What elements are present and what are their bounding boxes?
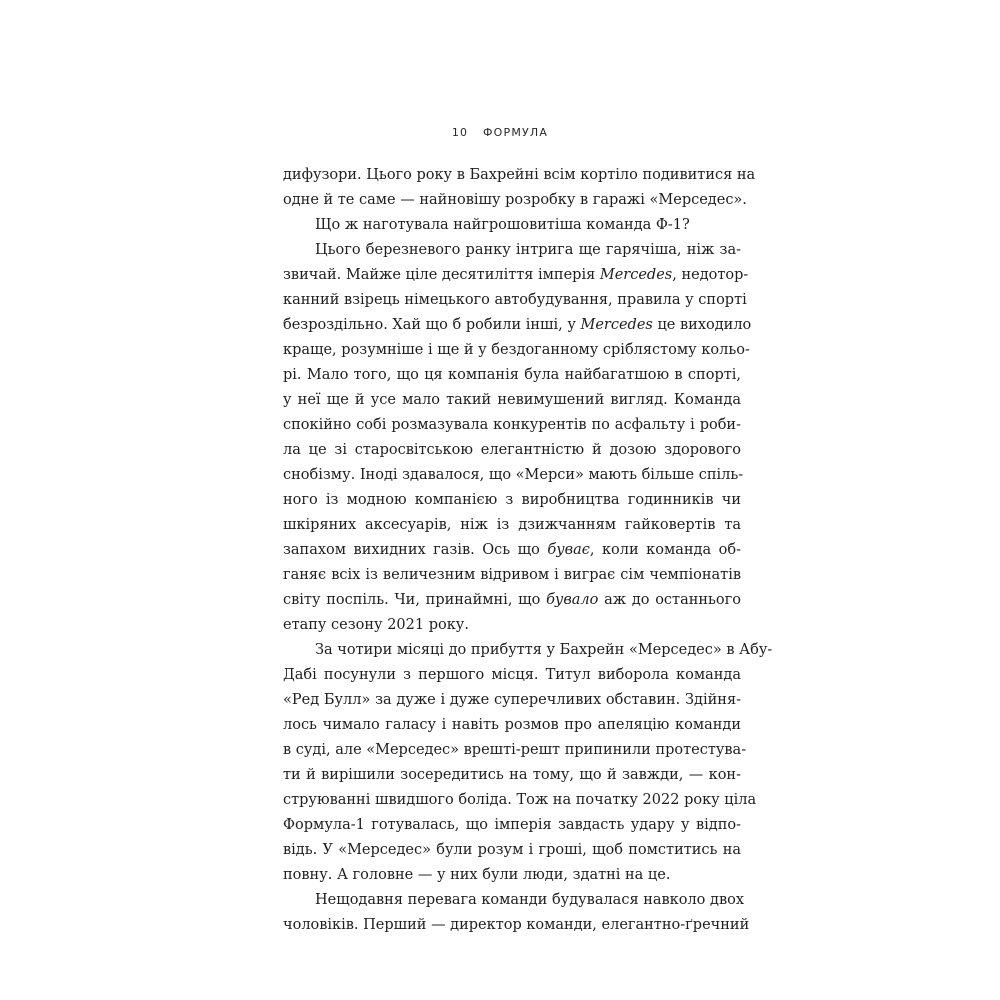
text-line: чоловіків. Перший — директор команди, елегантно-ґречний	[283, 917, 750, 933]
italic-word: Mercedes	[580, 317, 653, 333]
text-line: в суді, але «Мерседес» врешті-решт припинили протестува-	[283, 742, 747, 758]
text-line: ганяє всіх із величезним відривом і виграє сім чемпіонатів	[283, 567, 741, 583]
text-line: шкіряних аксесуарів, ніж із дзижчанням гайковертів та	[283, 517, 741, 533]
text-line: лось чимало галасу і навіть розмов про апеляцію команди	[283, 717, 741, 733]
italic-word: Mercedes	[599, 267, 673, 283]
running-head	[0, 126, 1000, 139]
text-line: одне й те саме — найновішу розробку в гаражі «Мерседес».	[283, 192, 747, 208]
text-line: етапу сезону 2021 року.	[283, 617, 469, 633]
page-number: 10	[451, 126, 469, 139]
text-line: краще, розумніше і ще й у бездоганному сріблястому кольо-	[283, 342, 750, 358]
italic-word: бувало	[546, 592, 599, 608]
text-line: дифузори. Цього року в Бахрейні всім кортіло подивитися на	[283, 167, 756, 183]
text-line: Дабі посунули з першого місця. Титул виборола команда	[283, 667, 741, 683]
text-line: спокійно собі розмазувала конкурентів по асфальту і роби-	[283, 417, 741, 433]
text-line: Цього березневого ранку інтрига ще гарячіша, ніж за-	[315, 242, 741, 258]
text-line: «Ред Булл» за дуже і дуже суперечливих обставин. Здійня-	[283, 692, 741, 708]
text-line: За чотири місяці до прибуття у Бахрейн «Мерседес» в Абу-	[315, 642, 773, 658]
text-line: снобізму. Іноді здавалося, що «Мерси» мають більше спіль-	[283, 467, 744, 483]
text-line: світу поспіль. Чи, принаймні, що бувало аж до останнього	[283, 592, 741, 608]
text-line: звичай. Майже ціле десятиліття імперія Mercedes, недотор-	[283, 267, 749, 283]
text-line: у неї ще й усе мало такий невимушений вигляд. Команда	[283, 392, 741, 408]
text-line: Що ж наготувала найгрошовитіша команда Ф-1?	[315, 217, 690, 233]
text-line: безроздільно. Хай що б робили інші, у Mercedes це виходило	[283, 317, 752, 333]
text-line: Формула-1 готувалась, що імперія завдасть удару у відпо-	[283, 817, 741, 833]
text-line: ла це зі старосвітською елегантністю й дозою здорового	[283, 442, 741, 458]
text-line: канний взірець німецького автобудування, правила у спорті	[283, 292, 747, 308]
text-line: ного із модною компанією з виробництва годинників чи	[283, 492, 741, 508]
text-line: відь. У «Мерседес» були розум і гроші, щоб помститись на	[283, 842, 741, 858]
text-line: запахом вихидних газів. Ось що буває, коли команда об-	[283, 542, 742, 558]
text-line: повну. А головне — у них були люди, здатні на це.	[283, 867, 671, 883]
text-line: Нещодавня перевага команди будувалася навколо двох	[315, 892, 745, 908]
text-line: струюванні швидшого боліда. Тож на початку 2022 року ціла	[283, 792, 757, 808]
italic-word: буває	[547, 542, 590, 558]
text-line: ти й вирішили зосередитись на тому, що й завжди, — кон-	[283, 767, 741, 783]
section-title: ФОРМУЛА	[482, 126, 549, 139]
text-line: рі. Мало того, що ця компанія була найбагатшою в спорті,	[283, 367, 741, 383]
body-text	[283, 163, 773, 938]
